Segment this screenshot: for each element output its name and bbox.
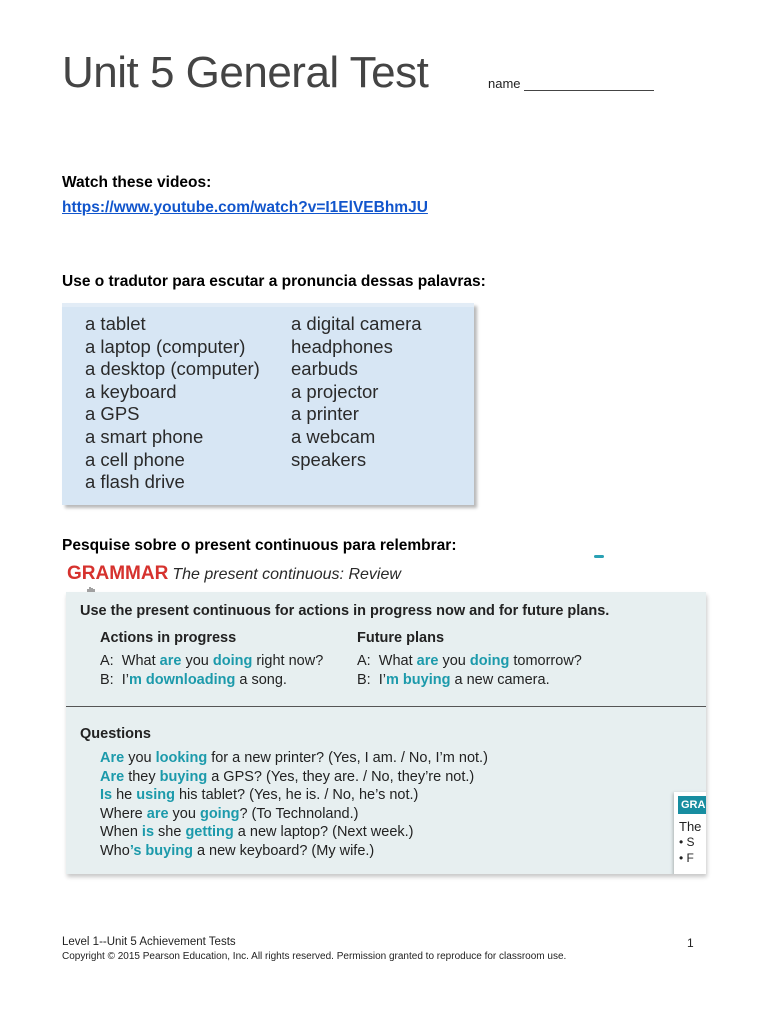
grammar-label: GRAMMAR (67, 563, 169, 584)
inset-text: The (679, 819, 702, 834)
grammar-rule: Use the present continuous for actions in progress now and for future plans. (80, 603, 610, 619)
vocab-left-column (85, 313, 260, 494)
future-plans-heading: Future plans (357, 630, 445, 646)
example-line: B: I’m buying a new camera. (357, 672, 550, 688)
vocab-item: a cell phone (85, 448, 185, 470)
question-line: Is he using his tablet? (Yes, he is. / No, he’s not.) (100, 787, 419, 803)
footer-title: Level 1--Unit 5 Achievement Tests (62, 936, 236, 948)
vocab-item: speakers (291, 448, 367, 470)
vocab-heading: Use o tradutor para escutar a pronuncia dessas palavras: (62, 273, 486, 290)
grammar-heading: Pesquise sobre o present continuous para relembrar: (62, 537, 457, 554)
inset-badge: GRA (678, 796, 706, 814)
example-line: B: I’m downloading a song. (100, 672, 287, 688)
grammar-title (67, 563, 401, 585)
vocab-box (62, 303, 474, 505)
grammar-box (66, 592, 706, 874)
actions-in-progress-heading: Actions in progress (100, 630, 237, 646)
vocab-item: a keyboard (85, 380, 177, 402)
vocab-item: a laptop (computer) (85, 335, 246, 357)
vocab-item: a flash drive (85, 471, 185, 493)
vocab-item: a printer (291, 403, 359, 425)
vocab-item: a projector (291, 380, 379, 402)
footer-copyright: Copyright © 2015 Pearson Education, Inc. All rights reserved. Permission granted to reproduce for classroom use. (62, 951, 567, 962)
inset-bullet: • F (679, 851, 694, 865)
question-line: Who’s buying a new keyboard? (My wife.) (100, 843, 375, 859)
vocab-item: a smart phone (85, 425, 204, 447)
example-line: A: What are you doing tomorrow? (357, 653, 582, 669)
example-line: A: What are you doing right now? (100, 653, 324, 669)
question-line: Are they buying a GPS? (Yes, they are. / No, they’re not.) (100, 769, 475, 785)
vocab-item: a tablet (85, 313, 146, 334)
grammar-subtitle: The present continuous: Review (172, 566, 401, 583)
section-divider (66, 706, 706, 707)
page-number: 1 (687, 936, 694, 950)
watch-heading: Watch these videos: (62, 174, 212, 191)
page-title: Unit 5 General Test (62, 48, 429, 97)
question-line: Are you looking for a new printer? (Yes, I am. / No, I’m not.) (100, 750, 488, 766)
name-input-line[interactable] (524, 90, 654, 91)
vocab-item: earbuds (291, 358, 358, 380)
vocab-right-column (291, 313, 422, 471)
vocab-item: a webcam (291, 425, 376, 447)
question-line: When is she getting a new laptop? (Next week.) (100, 824, 414, 840)
grammar-inset-card (674, 792, 706, 874)
decorative-accent (594, 555, 604, 558)
name-label: name (488, 76, 521, 91)
youtube-video-link[interactable]: https://www.youtube.com/watch?v=I1ElVEBhmJU (62, 199, 428, 216)
vocab-item: a GPS (85, 403, 140, 425)
questions-heading: Questions (80, 726, 151, 742)
vocab-item: headphones (291, 335, 393, 357)
vocab-item: a desktop (computer) (85, 358, 260, 380)
vocab-item: a digital camera (291, 313, 422, 334)
question-line: Where are you going? (To Technoland.) (100, 806, 359, 822)
inset-bullet: • S (679, 835, 695, 849)
